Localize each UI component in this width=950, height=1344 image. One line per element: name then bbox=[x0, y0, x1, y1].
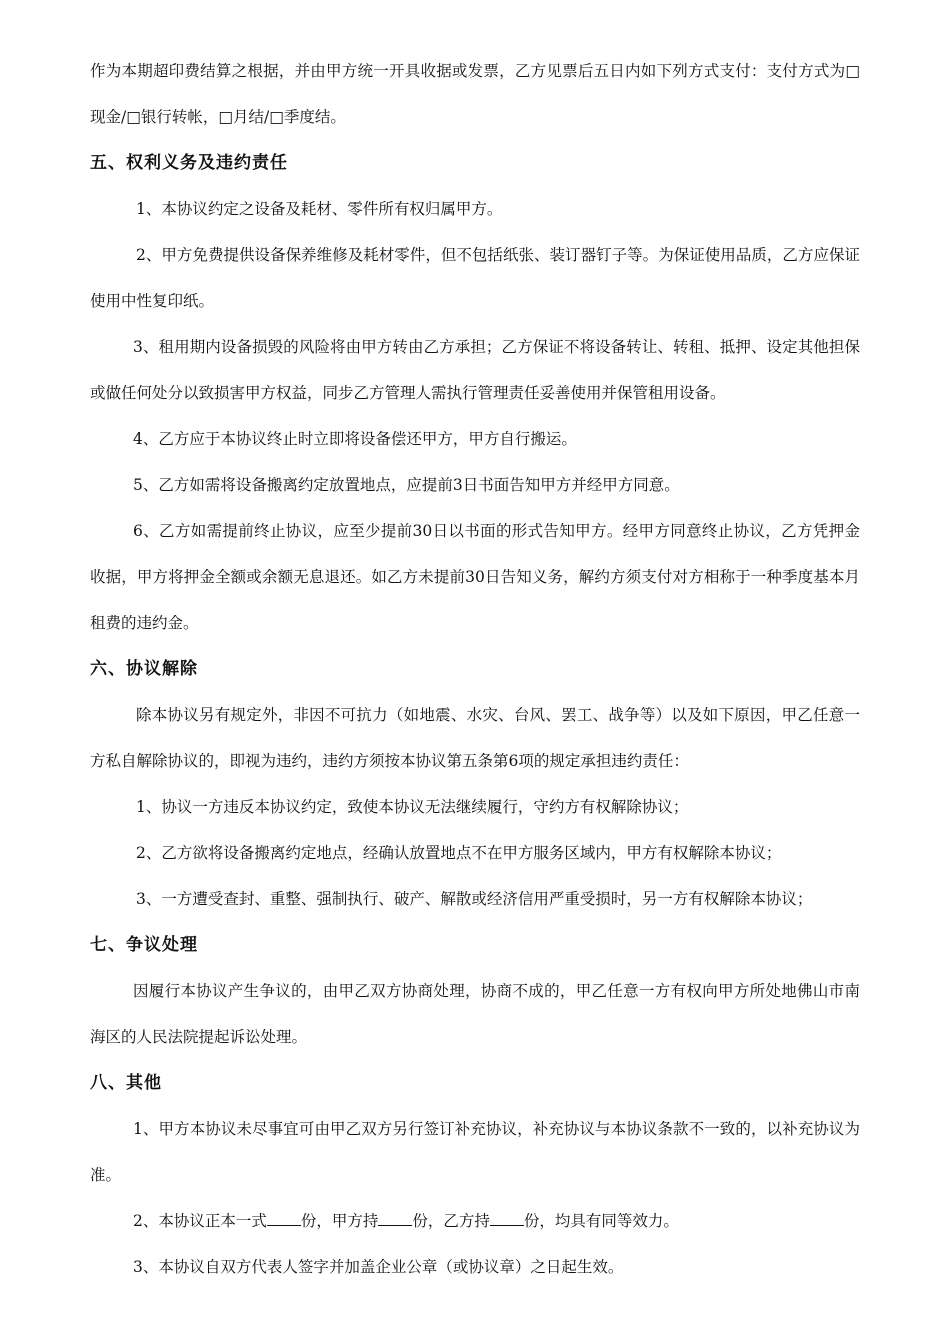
section5-item-2: 2、甲方免费提供设备保养维修及耗材零件，但不包括纸张、装订器钉子等。为保证使用品质，乙方应保证使用中性复印纸。 bbox=[90, 246, 860, 310]
section6-item-2: 2、乙方欲将设备搬离约定地点，经确认放置地点不在甲方服务区域内，甲方有权解除本协议； bbox=[136, 844, 782, 862]
copies-text-1: 2、本协议正本一式 bbox=[133, 1212, 267, 1230]
section4-payment-paragraph: 作为本期超印费结算之根据，并由甲方统一开具收据或发票，乙方见票后五日内如下列方式支付：支付方式为□现金/□银行转帐，□月结/□季度结。 bbox=[90, 62, 860, 126]
section5-item-5: 5、乙方如需将设备搬离约定放置地点，应提前3日书面告知甲方并经甲方同意。 bbox=[133, 476, 680, 494]
section8-heading: 八、其他 bbox=[90, 1073, 162, 1093]
party-b-copies-blank[interactable] bbox=[490, 1209, 524, 1226]
copies-total-blank[interactable] bbox=[267, 1209, 301, 1226]
copies-text-3: 份，乙方持 bbox=[412, 1212, 490, 1230]
section6-item-1: 1、协议一方违反本协议约定，致使本协议无法继续履行，守约方有权解除协议； bbox=[136, 798, 689, 816]
section5-item-6: 6、乙方如需提前终止协议，应至少提前30日以书面的形式告知甲方。经甲方同意终止协议，乙方凭押金收据，甲方将押金全额或余额无息退还。如乙方未提前30日告知义务，解约方须支付对方相称于一种季度基本月租费的违约金。 bbox=[90, 522, 860, 632]
section5-item-4: 4、乙方应于本协议终止时立即将设备偿还甲方，甲方自行搬运。 bbox=[133, 430, 577, 448]
copies-text-4: 份，均具有同等效力。 bbox=[523, 1212, 679, 1230]
section7-paragraph: 因履行本协议产生争议的，由甲乙双方协商处理，协商不成的，甲乙任意一方有权向甲方所处地佛山市南海区的人民法院提起诉讼处理。 bbox=[90, 982, 860, 1046]
section6-intro: 除本协议另有规定外，非因不可抗力（如地震、水灾、台风、罢工、战争等）以及如下原因，甲乙任意一方私自解除协议的，即视为违约，违约方须按本协议第五条第6项的规定承担违约责任： bbox=[90, 706, 860, 770]
party-a-copies-blank[interactable] bbox=[378, 1209, 412, 1226]
section5-item-1: 1、本协议约定之设备及耗材、零件所有权归属甲方。 bbox=[136, 200, 503, 218]
section8-item-1: 1、甲方本协议未尽事宜可由甲乙双方另行签订补充协议，补充协议与本协议条款不一致的，以补充协议为准。 bbox=[90, 1120, 860, 1184]
section6-heading: 六、协议解除 bbox=[90, 659, 198, 679]
section6-item-3: 3、一方遭受查封、重整、强制执行、破产、解散或经济信用严重受损时，另一方有权解除本协议； bbox=[136, 890, 813, 908]
section5-heading: 五、权利义务及违约责任 bbox=[90, 153, 288, 173]
document-page bbox=[90, 48, 860, 1290]
section8-item-2 bbox=[90, 1198, 860, 1244]
section5-item-3: 3、租用期内设备损毁的风险将由甲方转由乙方承担；乙方保证不将设备转让、转租、抵押、设定其他担保或做任何处分以致损害甲方权益，同步乙方管理人需执行管理责任妥善使用并保管租用设备。 bbox=[90, 338, 860, 402]
section8-item-3: 3、本协议自双方代表人签字并加盖企业公章（或协议章）之日起生效。 bbox=[133, 1258, 624, 1276]
copies-text-2: 份，甲方持 bbox=[300, 1212, 379, 1230]
section7-heading: 七、争议处理 bbox=[90, 935, 198, 955]
